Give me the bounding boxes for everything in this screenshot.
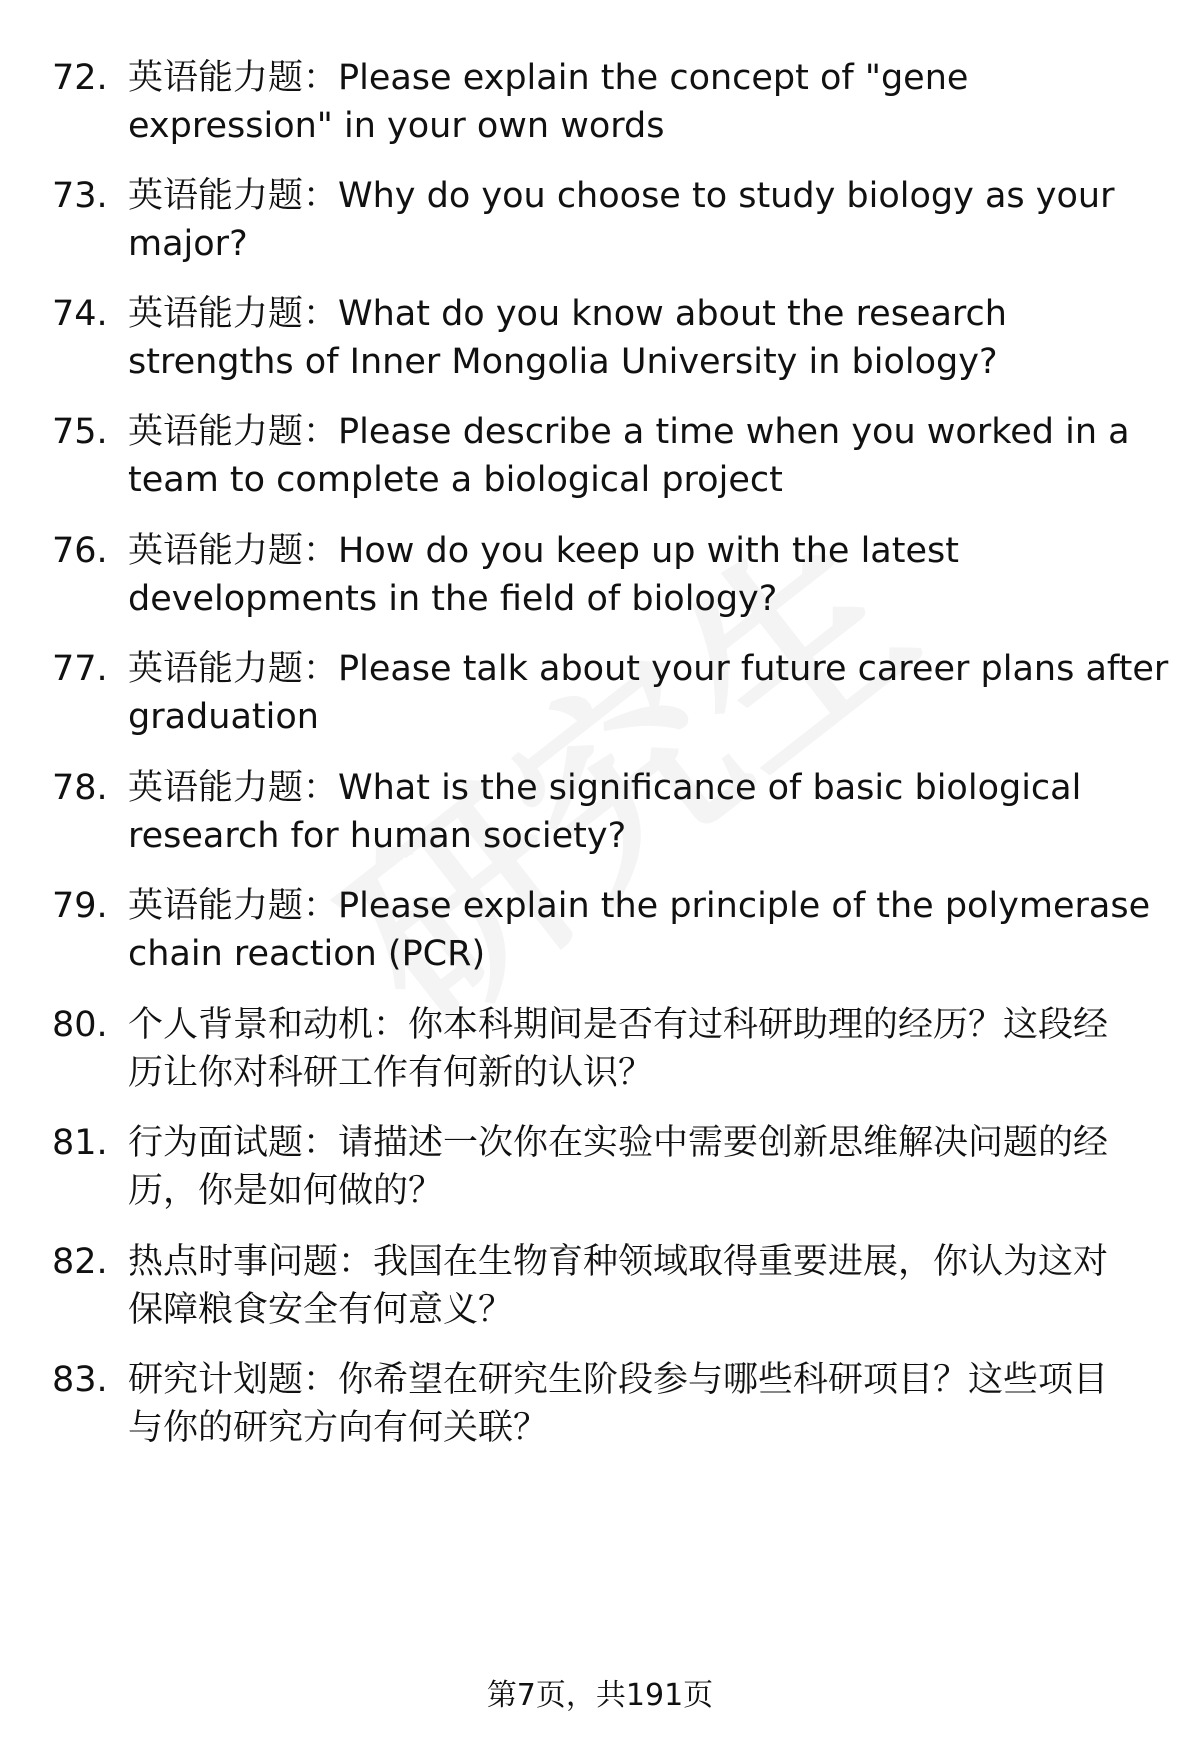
question-line: 英语能力题：Please explain the concept of "gene <box>128 58 969 98</box>
question-line: team to complete a biological project <box>128 460 783 500</box>
question-number: 76. <box>52 531 108 571</box>
question-line: 英语能力题：What do you know about the research <box>128 294 1007 334</box>
question-text <box>128 290 1158 386</box>
question-number: 80. <box>52 1005 108 1045</box>
question-number: 79. <box>52 886 108 926</box>
question-line: 热点时事问题：我国在生物育种领域取得重要进展，你认为这对 <box>128 1242 1109 1282</box>
question-text <box>128 527 1158 623</box>
question-line: 与你的研究方向有何关联？ <box>128 1408 549 1448</box>
question-text <box>128 645 1169 741</box>
question-line: 英语能力题：Please talk about your future career plans after <box>128 649 1169 689</box>
question-line: 英语能力题：Please explain the principle of the polymerase <box>128 886 1151 926</box>
question-line: 英语能力题：What is the significance of basic biological <box>128 768 1082 808</box>
question-line: 英语能力题：Please describe a time when you worked in a <box>128 412 1130 452</box>
question-item <box>0 290 1200 390</box>
page-footer: 第7页，共191页 <box>486 1678 714 1713</box>
question-number: 72. <box>52 58 108 98</box>
question-number: 74. <box>52 294 108 334</box>
question-line: expression" in your own words <box>128 106 665 146</box>
question-text <box>128 1356 1158 1452</box>
question-line: 历，你是如何做的？ <box>128 1171 444 1211</box>
question-number: 75. <box>52 412 108 452</box>
question-line: 个人背景和动机：你本科期间是否有过科研助理的经历？这段经 <box>128 1005 1109 1045</box>
question-item <box>0 1119 1200 1219</box>
question-item <box>0 172 1200 272</box>
question-text <box>128 1119 1158 1215</box>
question-item <box>0 54 1200 154</box>
question-line: developments in the field of biology? <box>128 579 778 619</box>
question-line: research for human society? <box>128 816 627 856</box>
question-text <box>128 172 1158 268</box>
question-number: 83. <box>52 1360 108 1400</box>
question-text <box>128 408 1158 504</box>
question-line: strengths of Inner Mongolia University in biology? <box>128 342 998 382</box>
question-line: chain reaction (PCR) <box>128 934 486 974</box>
question-line: 保障粮食安全有何意义？ <box>128 1290 514 1330</box>
question-line: 行为面试题：请描述一次你在实验中需要创新思维解决问题的经 <box>128 1123 1109 1163</box>
question-number: 78. <box>52 768 108 808</box>
question-line: 研究计划题：你希望在研究生阶段参与哪些科研项目？这些项目 <box>128 1360 1109 1400</box>
question-item <box>0 764 1200 864</box>
question-line: graduation <box>128 697 319 737</box>
question-item <box>0 1238 1200 1338</box>
question-item <box>0 1001 1200 1101</box>
question-text <box>128 1001 1158 1097</box>
question-line: 英语能力题：Why do you choose to study biology as your <box>128 176 1115 216</box>
question-line: major? <box>128 224 248 264</box>
question-text <box>128 54 1158 150</box>
question-item <box>0 408 1200 508</box>
question-line: 历让你对科研工作有何新的认识？ <box>128 1053 654 1093</box>
question-line: 英语能力题：How do you keep up with the latest <box>128 531 959 571</box>
question-item <box>0 645 1200 745</box>
question-text <box>128 1238 1158 1334</box>
question-number: 77. <box>52 649 108 689</box>
question-item <box>0 527 1200 627</box>
question-number: 82. <box>52 1242 108 1282</box>
question-text <box>128 764 1158 860</box>
question-text <box>128 882 1158 978</box>
question-item <box>0 882 1200 982</box>
question-number: 81. <box>52 1123 108 1163</box>
question-number: 73. <box>52 176 108 216</box>
question-item <box>0 1356 1200 1456</box>
